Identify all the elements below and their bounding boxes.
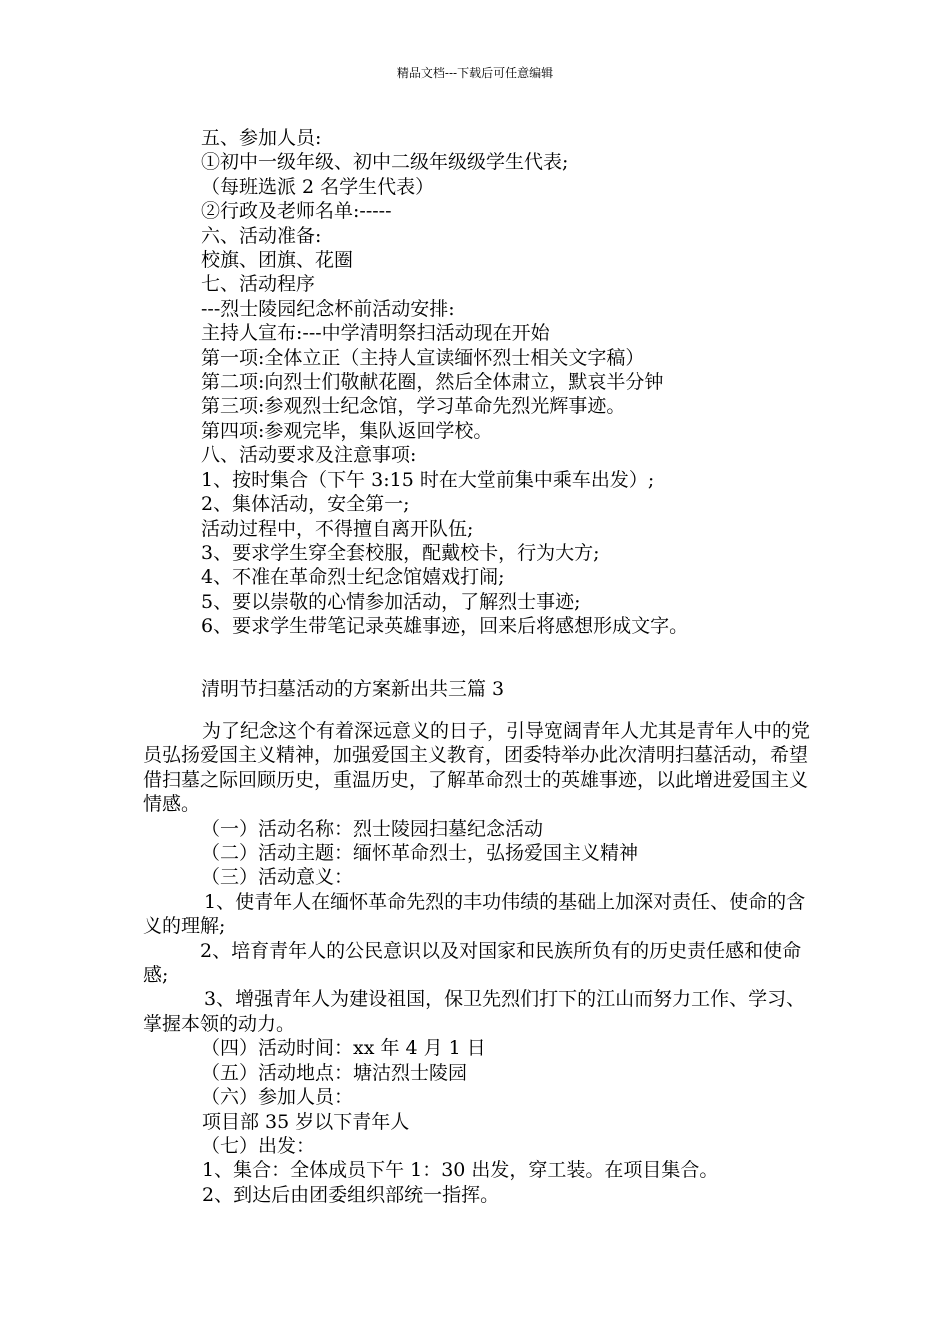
text-line: 校旗、团旗、花圈 <box>201 249 354 272</box>
text-line: （每班选派 2 名学生代表） <box>201 175 435 198</box>
memorial-plan-section <box>143 719 823 1207</box>
departure-item-2: 2、到达后由团委组织部统一指挥。 <box>202 1183 500 1206</box>
text-line: 活动过程中，不得擅自离开队伍; <box>201 517 474 540</box>
text-line: 4、不准在革命烈士纪念馆嬉戏打闹; <box>201 566 505 589</box>
meaning-item-2: 2、培育青年人的公民意识以及对国家和民族所负有的历史责任感和使命感; <box>143 939 802 987</box>
activity-plan-section <box>201 126 841 639</box>
text-line: 5、要以崇敬的心情参加活动，了解烈士事迹; <box>201 590 581 613</box>
text-line: 六、活动准备: <box>201 224 322 247</box>
text-line: 五、参加人员: <box>201 127 322 149</box>
page-header: 精品文档---下载后可任意编辑 <box>396 66 554 80</box>
text-line: 6、要求学生带笔记录英雄事迹，回来后将感想形成文字。 <box>201 615 689 638</box>
text-line: 第三项:参观烈士纪念馆，学习革命先烈光辉事迹。 <box>201 395 626 418</box>
departure-item-1: 1、集合：全体成员下午 1：30 出发，穿工装。在项目集合。 <box>202 1159 719 1182</box>
text-line: 七、活动程序 <box>201 273 316 296</box>
intro-paragraph: 为了纪念这个有着深远意义的日子，引导宽阔青年人尤其是青年人中的党员弘扬爱国主义精神，加强爱国主义教育，团委特举办此次清明扫墓活动，希望借扫墓之际回顾历史，重温历史，了解革命烈士的英雄事迹，以此增进爱国主义情感。 <box>143 720 811 816</box>
activity-name: （一）活动名称：烈士陵园扫墓纪念活动 <box>201 817 544 840</box>
section-title: 清明节扫墓活动的方案新出共三篇 3 <box>201 678 505 700</box>
text-line: 八、活动要求及注意事项: <box>201 444 417 467</box>
activity-place: （五）活动地点：塘沽烈士陵园 <box>201 1061 468 1084</box>
activity-time: （四）活动时间：xx 年 4 月 1 日 <box>201 1037 486 1060</box>
activity-theme: （二）活动主题：缅怀革命烈士，弘扬爱国主义精神 <box>201 842 639 865</box>
text-line: 第二项:向烈士们敬献花圈，然后全体肃立，默哀半分钟 <box>201 371 664 394</box>
meaning-item-1: 1、使青年人在缅怀革命先烈的丰功伟绩的基础上加深对责任、使命的含义的理解; <box>143 890 806 938</box>
text-line: ①初中一级年级、初中二级年级级学生代表; <box>201 151 569 174</box>
meaning-item-3: 3、增强青年人为建设祖国，保卫先烈们打下的江山而努力工作、学习、掌握本领的动力。 <box>143 988 806 1035</box>
text-line: ---烈士陵园纪念杯前活动安排: <box>201 297 455 320</box>
participants-detail: 项目部 35 岁以下青年人 <box>202 1110 410 1133</box>
text-line: 第一项:全体立正（主持人宣读缅怀烈士相关文字稿） <box>201 346 645 369</box>
text-line: 第四项:参观完毕，集队返回学校。 <box>201 419 493 442</box>
participants-heading: （六）参加人员： <box>201 1086 354 1109</box>
text-line: 3、要求学生穿全套校服，配戴校卡，行为大方; <box>201 541 600 564</box>
text-line: 2、集体活动，安全第一; <box>201 493 410 516</box>
text-line: 1、按时集合（下午 3:15 时在大堂前集中乘车出发）; <box>201 468 655 491</box>
departure-heading: （七）出发： <box>201 1134 316 1157</box>
activity-meaning-heading: （三）活动意义： <box>201 866 354 889</box>
text-line: ②行政及老师名单:----- <box>201 200 392 223</box>
text-line: 主持人宣布:---中学清明祭扫活动现在开始 <box>201 322 550 345</box>
